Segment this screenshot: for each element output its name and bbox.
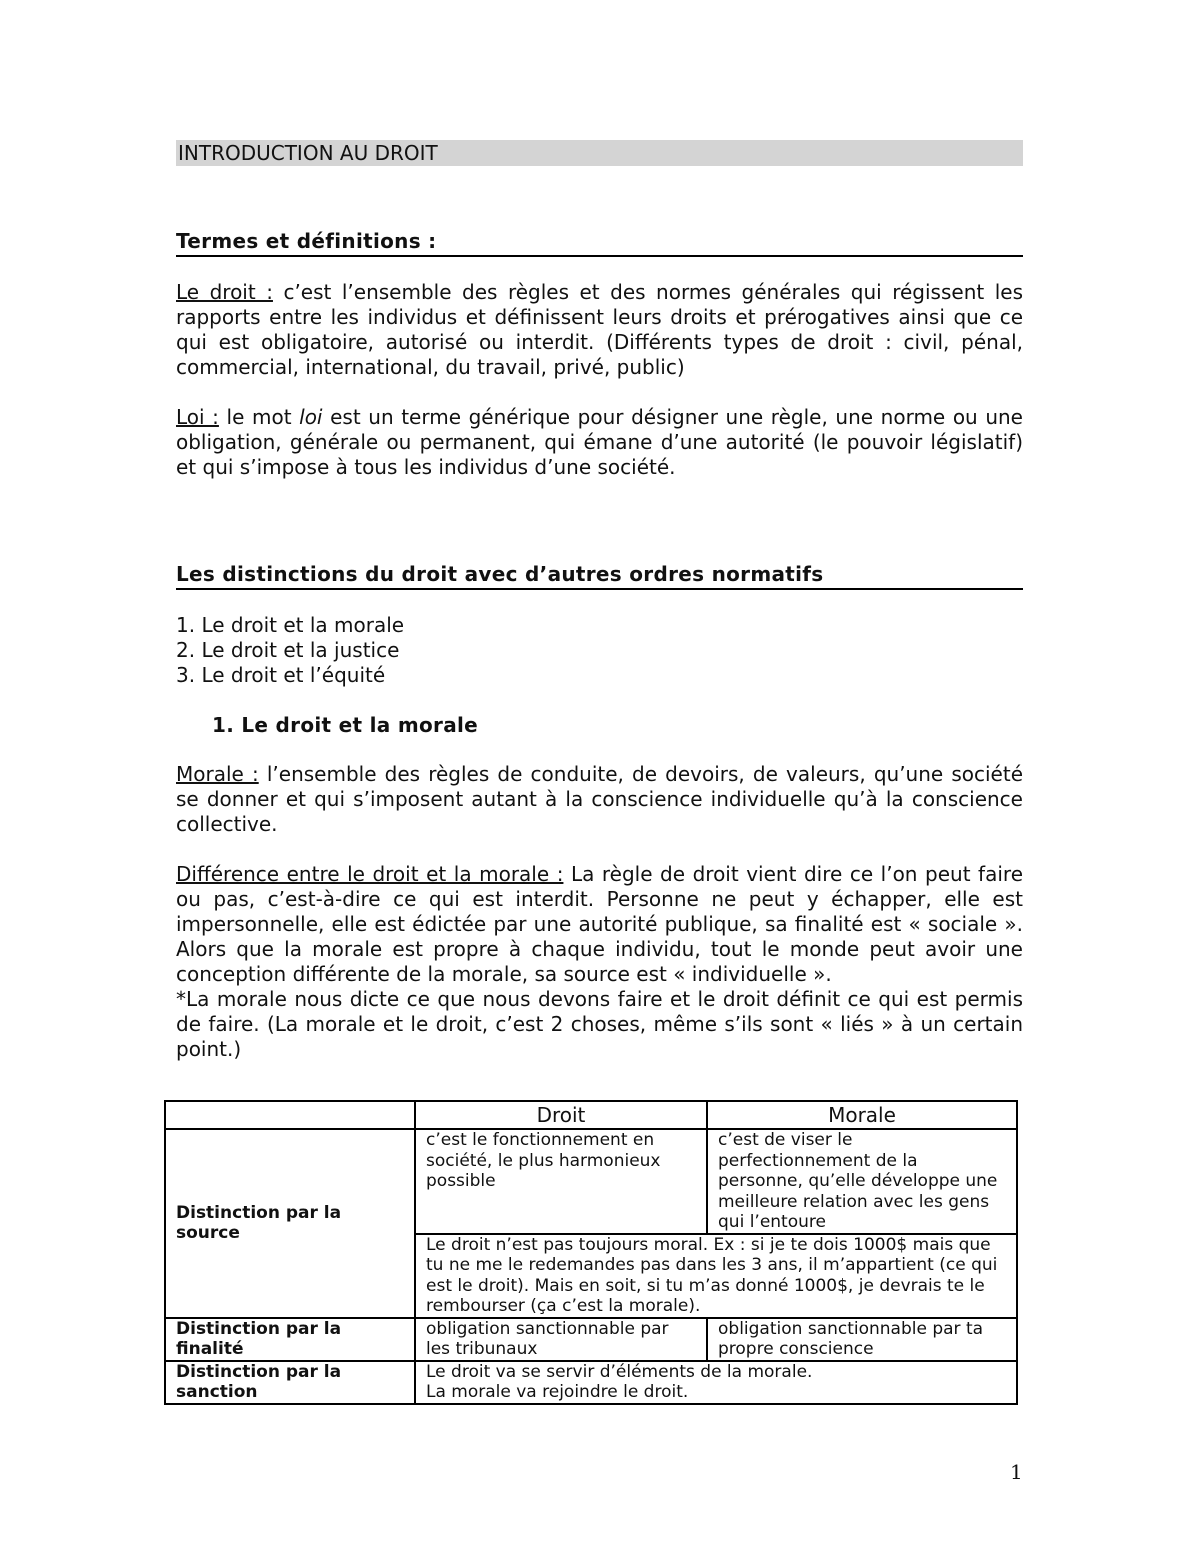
definition-loi-italic: loi (299, 405, 323, 429)
paragraph-difference (176, 862, 1023, 987)
definition-loi-part1: le mot (218, 405, 300, 429)
paragraph-note: *La morale nous dicte ce que nous devons faire et le droit définit ce qui est permis de faire. (La morale et le droit, c’est 2 choses, même s’ils sont « liés » à un certain point.) (176, 987, 1023, 1061)
row-label-finalite: Distinction par la finalité (165, 1318, 415, 1361)
heading-distinctions: Les distinctions du droit avec d’autres ordres normatifs (176, 561, 1023, 590)
paragraph-morale (176, 762, 1023, 837)
term-loi: Loi : (176, 405, 219, 429)
table-header-droit: Droit (415, 1101, 707, 1129)
list-item: 3. Le droit et l’équité (176, 663, 386, 687)
table-row (165, 1129, 1017, 1234)
cell-source-morale: c’est de viser le perfectionnement de la personne, qu’elle développe une meilleure relation avec les gens qui l’entoure (707, 1129, 1017, 1234)
table-header-morale: Morale (707, 1101, 1017, 1129)
paragraph-droit (176, 280, 1023, 380)
document-body (176, 140, 1023, 1062)
term-droit: Le droit : (176, 280, 273, 304)
row-label-source: Distinction par la source (165, 1129, 415, 1318)
page-number: 1 (1010, 1460, 1023, 1484)
comparison-table (164, 1100, 1018, 1405)
heading-termes-definitions: Termes et définitions : (176, 228, 1023, 257)
row-label-sanction: Distinction par la sanction (165, 1361, 415, 1404)
distinctions-list (176, 613, 1023, 688)
term-difference: Différence entre le droit et la morale : (176, 862, 564, 886)
definition-droit: c’est l’ensemble des règles et des normes générales qui régissent les rapports entre les individus et définissent leurs droits et prérogatives ainsi que ce qui est obligatoire, autorisé ou interdit. (Différents types de droit : civil, pénal, commercial, international, du travail, privé, public) (176, 280, 1023, 379)
definition-loi-part2: est un terme générique pour désigner une règle, une norme ou une obligation, générale ou permanent, qui émane d’une autorité (le pouvoir législatif) et qui s’impose à tous les individus d’une société. (176, 405, 1023, 479)
cell-source-droit: c’est le fonctionnement en société, le plus harmonieux possible (415, 1129, 707, 1234)
cell-source-merged: Le droit n’est pas toujours moral. Ex : si je te dois 1000$ mais que tu ne me le redemandes pas dans les 3 ans, il m’appartient (ce qui est le droit). Mais en soit, si tu m’as donné 1000$, je devrais te le rembourser (ça c’est la morale). (415, 1234, 1017, 1318)
table-row (165, 1361, 1017, 1404)
sanction-line: La morale va rejoindre le droit. (426, 1382, 689, 1402)
sanction-line: Le droit va se servir d’éléments de la morale. (426, 1361, 813, 1382)
paragraph-loi (176, 405, 1023, 480)
list-item: 2. Le droit et la justice (176, 638, 400, 662)
term-morale: Morale : (176, 762, 259, 786)
table-row (165, 1318, 1017, 1361)
cell-sanction (415, 1361, 1017, 1404)
table-header-empty (165, 1101, 415, 1129)
subheading-droit-morale: 1. Le droit et la morale (212, 713, 479, 737)
text-difference: La règle de droit vient dire ce l’on peut faire ou pas, c’est-à-dire ce qui est interdit. Personne ne peut y échapper, elle est impersonnelle, elle est édictée par une autorité publique, sa finalité est « sociale ». Alors que la morale est propre à chaque individu, tout le monde peut avoir une conception différente de la morale, sa source est « individuelle ». (176, 862, 1023, 986)
table-row (165, 1101, 1017, 1129)
cell-finalite-droit: obligation sanctionnable par les tribunaux (415, 1318, 707, 1361)
definition-morale: l’ensemble des règles de conduite, de devoirs, de valeurs, qu’une société se donner et qui s’imposent autant à la conscience individuelle qu’à la conscience collective. (176, 762, 1024, 836)
document-title: INTRODUCTION AU DROIT (176, 140, 1023, 166)
cell-finalite-morale: obligation sanctionnable par ta propre conscience (707, 1318, 1017, 1361)
list-item: 1. Le droit et la morale (176, 613, 405, 637)
